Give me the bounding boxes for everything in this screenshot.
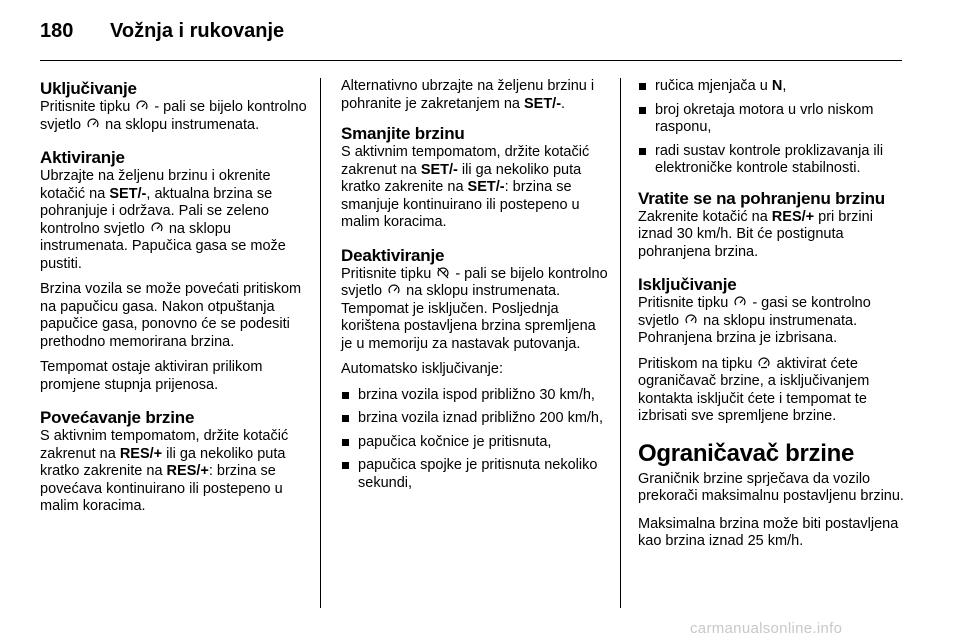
- paragraph: Zakrenite kotačić na RES/+ pri brzini iznad 30 km/h. Bit će postignuta pohranjena brzina.: [638, 208, 873, 260]
- section-title: Povećavanje brzine: [40, 408, 195, 427]
- section-increasing-speed: [40, 407, 308, 516]
- paragraph: Brzina vozila se može povećati pritiskom na papučicu gasa. Nakon otpuštanja papučice gasa, ponovno će se podesiti prethodno memorirana brzina.: [40, 281, 302, 350]
- section-activating: [40, 147, 308, 394]
- page-number: 180: [40, 20, 74, 42]
- column-divider-2: [620, 78, 621, 608]
- list-item: papučica spojke je pritisnuta nekoliko sekundi,: [341, 457, 609, 492]
- section-title: Deaktiviranje: [341, 245, 445, 265]
- paragraph: Graničnik brzine sprječava da vozilo prekorači maksimalnu postavljenu brzinu.: [638, 470, 904, 504]
- column-2: [341, 78, 609, 505]
- list-item: ručica mjenjača u N,: [638, 78, 906, 96]
- header-rule: [40, 60, 902, 61]
- cruise-control-icon: [87, 118, 99, 130]
- paragraph: Maksimalna brzina može biti postavljena kao brzina iznad 25 km/h.: [638, 515, 899, 549]
- chapter-title: Ograničavač brzine: [638, 439, 855, 467]
- paragraph: Alternativno ubrzajte na željenu brzinu i pohranite je zakretanjem na SET/-.: [341, 78, 595, 112]
- auto-off-list-cont: [638, 78, 906, 178]
- cruise-control-icon: [388, 284, 400, 296]
- cruise-control-icon: [136, 100, 148, 112]
- section-title: Aktiviranje: [40, 148, 125, 167]
- watermark: carmanualsonline.info: [690, 620, 843, 637]
- section-title: Smanjite brzinu: [341, 124, 465, 143]
- page-header: [40, 20, 900, 48]
- paragraph: Pritisnite tipku - pali se bijelo kontrolno svjetlo na sklopu instrumenata.: [40, 99, 307, 133]
- list-item: papučica kočnice je pritisnuta,: [341, 434, 609, 452]
- section-title: Vratite se na pohranjenu brzinu: [638, 188, 885, 208]
- paragraph: Ubrzajte na željenu brzinu i okrenite kotačić na SET/-, aktualna brzina se pohranjuje i održava. Pali se zeleno kontrolno svjetlo na sklopu instrumenata. Papučica gasa se može pustiti.: [40, 168, 286, 272]
- column-3: [638, 78, 906, 561]
- cruise-control-icon: [685, 314, 697, 326]
- paragraph: Pritisnite tipku - gasi se kontrolno svjetlo na sklopu instrumenata. Pohranjena brzina je izbrisana.: [638, 295, 871, 346]
- list-item: radi sustav kontrole proklizavanja ili elektroničke kontrole stabilnosti.: [638, 143, 906, 178]
- cruise-control-icon: [734, 296, 746, 308]
- column-divider-1: [320, 78, 321, 608]
- section-switching-off: [638, 274, 906, 426]
- paragraph: S aktivnim tempomatom, držite kotačić zakrenut na RES/+ ili ga nekoliko puta kratko zakrenite na RES/+: brzina se povećava kontinuirano ili postepeno u malim koracima.: [40, 428, 289, 514]
- page-title: Vožnja i rukovanje: [110, 20, 285, 42]
- section-resume-speed: [638, 188, 906, 262]
- speed-limiter-icon: [758, 357, 770, 369]
- paragraph: S aktivnim tempomatom, držite kotačić zakrenut na SET/- ili ga nekoliko puta kratko zakrenite na SET/-: brzina se smanjuje kontinuirano ili postepeno u malim koracima.: [341, 144, 590, 230]
- paragraph: Pritiskom na tipku aktivirat ćete ograničavač brzine, a isključivanjem kontakta isključit ćete i tempomat te izbrisati sve spremljene brzine.: [638, 355, 870, 424]
- column-1: [40, 78, 308, 529]
- section-reduce-speed: [341, 123, 609, 232]
- section-title: Isključivanje: [638, 275, 737, 294]
- list-item: brzina vozila iznad približno 200 km/h,: [341, 410, 609, 428]
- section-deactivating: [341, 245, 609, 493]
- section-title: Uključivanje: [40, 79, 137, 98]
- paragraph: Automatsko isključivanje:: [341, 361, 503, 377]
- cruise-control-off-icon: [437, 267, 449, 279]
- cruise-control-icon: [151, 222, 163, 234]
- section-switching-on: [40, 78, 308, 134]
- list-item: brzina vozila ispod približno 30 km/h,: [341, 387, 609, 405]
- paragraph: Tempomat ostaje aktiviran prilikom promjene stupnja prijenosa.: [40, 359, 263, 393]
- list-item: broj okretaja motora u vrlo niskom rasponu,: [638, 102, 906, 137]
- paragraph: Pritisnite tipku - pali se bijelo kontrolno svjetlo na sklopu instrumenata. Tempomat je isključen. Posljednja korištena postavljena brzina spremljena je u memoriju za nastavak putovanja.: [341, 265, 608, 352]
- auto-off-list: [341, 387, 609, 493]
